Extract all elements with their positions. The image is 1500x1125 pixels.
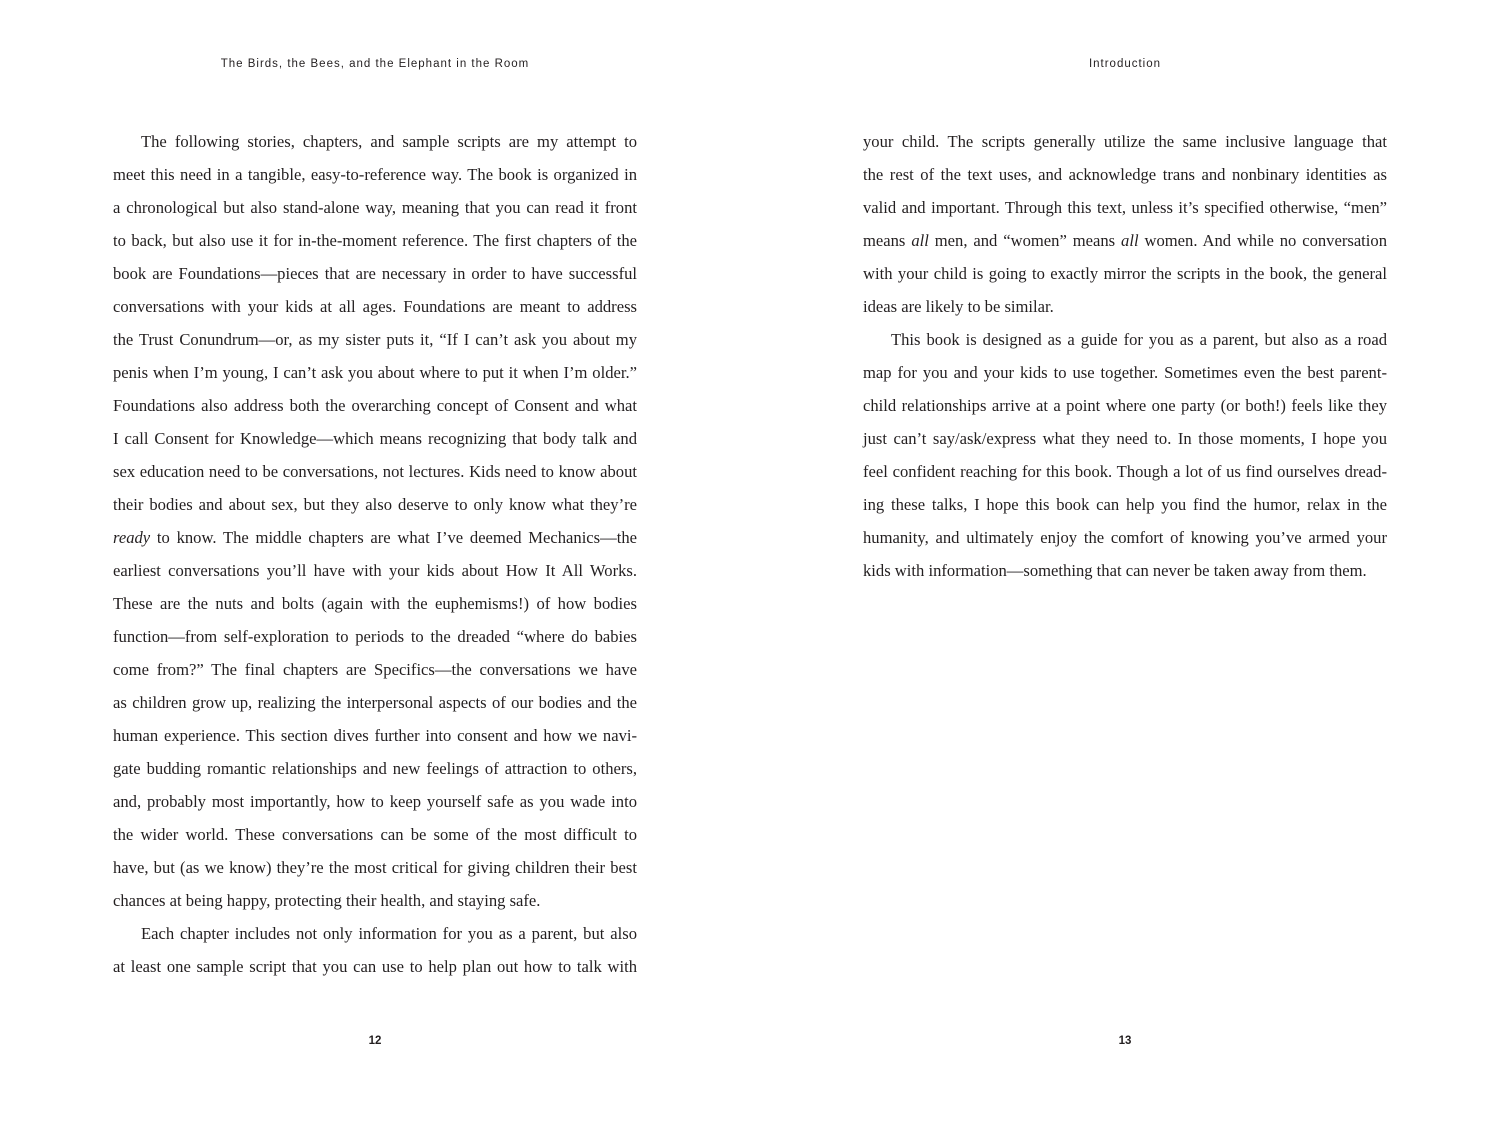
text-line-with-italic [113, 521, 637, 554]
text-line-with-italic [863, 224, 1387, 257]
text-line: function—from self-exploration to periods to the dreaded “where do babies [113, 627, 637, 646]
text-line: the Trust Conundrum—or, as my sister puts it, “If I can’t ask you about my [113, 330, 637, 349]
text-line: the wider world. These conversations can be some of the most difficult to [113, 825, 637, 844]
page-number-left: 12 [368, 1035, 382, 1047]
text-line: ing these talks, I hope this book can help you find the humor, relax in the [863, 495, 1387, 514]
text-line: earliest conversations you’ll have with your kids about How It All Works. [113, 561, 637, 580]
text-line: come from?” The final chapters are Specifics—the conversations we have [113, 660, 637, 679]
text-line: at least one sample script that you can use to help plan out how to talk with [113, 957, 637, 976]
text-line: gate budding romantic relationships and new feelings of attraction to others, [113, 759, 637, 778]
text-line: and, probably most importantly, how to keep yourself safe as you wade into [113, 792, 637, 811]
text-line: kids with information—something that can never be taken away from them. [863, 561, 1367, 580]
text-line: feel confident reaching for this book. Though a lot of us find ourselves dread- [863, 462, 1387, 481]
text-line: humanity, and ultimately enjoy the comfort of knowing you’ve armed your [863, 528, 1387, 547]
italic-word: ready [113, 528, 151, 547]
text-run: men, and “women” means [928, 231, 1122, 250]
text-run: means [863, 231, 912, 250]
text-line: as children grow up, realizing the interpersonal aspects of our bodies and the [113, 693, 637, 712]
text-line: valid and important. Through this text, unless it’s specified otherwise, “men” [863, 198, 1387, 217]
text-line: meet this need in a tangible, easy-to-reference way. The book is organized in [113, 165, 637, 184]
text-line: with your child is going to exactly mirror the scripts in the book, the general [863, 264, 1387, 283]
text-line: These are the nuts and bolts (again with the euphemisms!) of how bodies [113, 594, 637, 613]
text-line: penis when I’m young, I can’t ask you about where to put it when I’m older.” [113, 363, 637, 382]
text-line: their bodies and about sex, but they also deserve to only know what they’re [113, 495, 637, 514]
running-head-left: The Birds, the Bees, and the Elephant in the Room [220, 58, 530, 70]
text-line: The following stories, chapters, and sample scripts are my attempt to [141, 132, 637, 151]
text-line: the rest of the text uses, and acknowledge trans and nonbinary identities as [863, 165, 1387, 184]
text-line: child relationships arrive at a point where one party (or both!) feels like they [863, 396, 1387, 415]
text-line: human experience. This section dives further into consent and how we navi- [113, 726, 637, 745]
right-page [750, 0, 1500, 1125]
text-line: to back, but also use it for in-the-moment reference. The first chapters of the [113, 231, 637, 250]
text-line: have, but (as we know) they’re the most critical for giving children their best [113, 858, 637, 877]
left-paragraph-1 [113, 125, 637, 917]
left-page-body [113, 125, 637, 983]
right-paragraph-1 [863, 125, 1387, 323]
text-line: sex education need to be conversations, not lectures. Kids need to know about [113, 462, 637, 481]
text-line: Foundations also address both the overarching concept of Consent and what [113, 396, 637, 415]
italic-word: all [1121, 231, 1139, 250]
text-line: a chronological but also stand-alone way, meaning that you can read it front [113, 198, 637, 217]
text-line: book are Foundations—pieces that are necessary in order to have successful [113, 264, 637, 283]
text-line: just can’t say/ask/express what they need to. In those moments, I hope you [863, 429, 1387, 448]
page-number-right: 13 [1118, 1035, 1132, 1047]
text-line: ideas are likely to be similar. [863, 297, 1054, 316]
text-run: to know. The middle chapters are what I’ve deemed Mechanics—the [150, 528, 637, 547]
text-line: This book is designed as a guide for you as a parent, but also as a road [891, 330, 1387, 349]
text-line: chances at being happy, protecting their health, and staying safe. [113, 891, 541, 910]
text-line: map for you and your kids to use together. Sometimes even the best parent- [863, 363, 1387, 382]
text-line: conversations with your kids at all ages. Foundations are meant to address [113, 297, 637, 316]
right-page-body [863, 125, 1387, 587]
left-paragraph-2 [113, 917, 637, 983]
text-line: Each chapter includes not only information for you as a parent, but also [141, 924, 637, 943]
running-head-right: Introduction [1088, 58, 1162, 70]
right-paragraph-2 [863, 323, 1387, 587]
text-line: your child. The scripts generally utilize the same inclusive language that [863, 132, 1387, 151]
text-run: women. And while no conversation [1138, 231, 1387, 250]
italic-word: all [911, 231, 929, 250]
text-line: I call Consent for Knowledge—which means recognizing that body talk and [113, 429, 637, 448]
